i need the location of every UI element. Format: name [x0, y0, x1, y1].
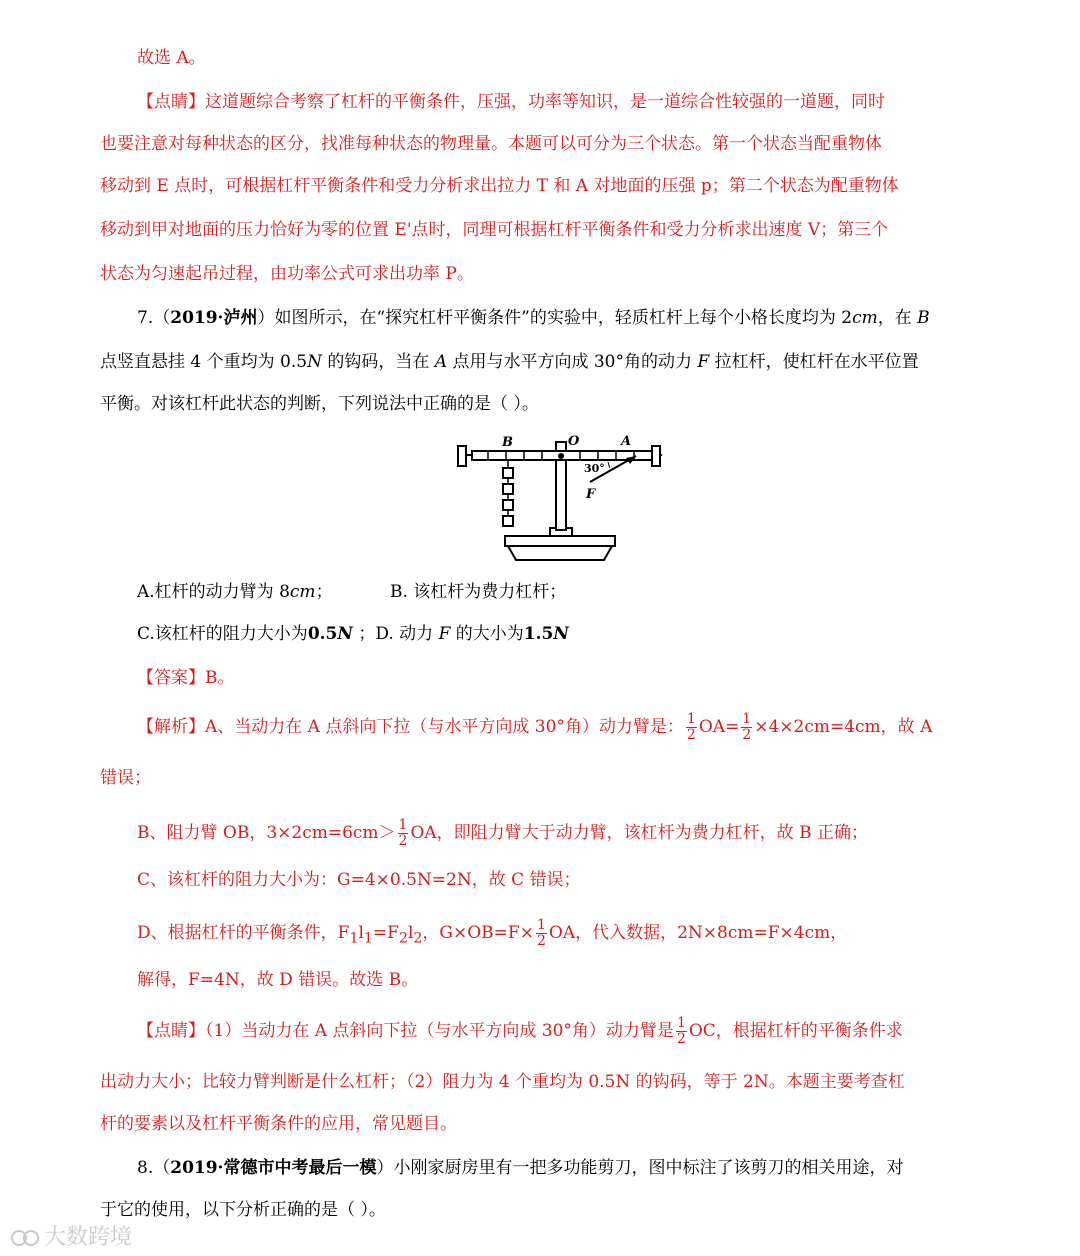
dianjing-1-line-1: 【点睛】这道题综合考察了杠杆的平衡条件，压强，功率等知识，是一道综合性较强的一道题，同时 — [137, 92, 885, 112]
dianjing-2-line-1: 【点睛】（1）当动力在 A 点斜向下拉（与水平方向成 30°角）动力臂是 $\frac{1}{2}$ OC，根据杠杆的平衡条件求 — [137, 1015, 903, 1047]
answer-tag: 【答案】 — [137, 668, 205, 688]
analysis-a-line: 【解析】A、当动力在 A 点斜向下拉（与水平方向成 30°角）动力臂是： $\frac{1}{2}$ OA= $\frac{1}{2}$ ×4×2cm=4cm，故 A — [137, 711, 933, 743]
dianjing-2-line-3: 杆的要素以及杠杆平衡条件的应用，常见题目。 — [100, 1114, 457, 1134]
label-o: O — [568, 434, 580, 449]
right-balance-nut — [652, 446, 660, 466]
question-8-line-2: 于它的使用，以下分析正确的是（ ）。 — [100, 1200, 386, 1220]
question-7-line-2: 点竖直悬挂 4 个重均为 0.5N 的钩码，当在 A 点用与水平方向成 30°角的动力 F 拉杠杆，使杠杆在水平位置 — [100, 352, 919, 372]
analysis-e-line: 解得，F=4N，故 D 错误。故选 B。 — [137, 970, 419, 990]
dianjing-1-line-3: 移动到 E 点时，可根据杠杆平衡条件和受力分析求出拉力 T 和 A 对地面的压强 p；第二个状态为配重物体 — [100, 176, 899, 196]
stand-foot — [508, 546, 612, 560]
left-balance-nut — [458, 446, 466, 466]
dianjing-tag: 【点睛】 — [137, 92, 205, 112]
dianjing-2-line-2: 出动力大小；比较力臂判断是什么杠杆；（2）阻力为 4 个重均为 0.5N 的钩码，等于 2N。本题主要考查杠 — [100, 1072, 905, 1092]
fraction-half: $\frac{1}{2}$ — [676, 1015, 686, 1047]
label-b: B — [502, 435, 513, 450]
watermark-logo-icon — [10, 1227, 40, 1249]
option-a: A.杠杆的动力臂为 8cm； — [137, 582, 333, 602]
pivot-point — [558, 453, 564, 459]
answer-line: 【答案】B。 — [137, 668, 235, 688]
dianjing-1-line-4: 移动到甲对地面的压力恰好为零的位置 E'点时，同理可根据杠杆平衡条件和受力分析求出速度 V；第三个 — [100, 220, 889, 240]
question-source: 2019·泸州 — [170, 308, 258, 328]
label-a: A — [621, 434, 632, 449]
hook-weights — [503, 460, 513, 526]
dianjing-tag: 【点睛】 — [137, 1021, 205, 1041]
analysis-c-line: C、该杠杆的阻力大小为：G=4×0.5N=2N，故 C 错误； — [137, 870, 581, 890]
fraction-half: $\frac{1}{2}$ — [398, 817, 408, 849]
label-angle: 30° — [584, 462, 605, 475]
prev-answer-line: 故选 A。 — [137, 48, 206, 68]
analysis-tag: 【解析】 — [137, 717, 205, 737]
analysis-a-line-2: 错误； — [100, 768, 151, 788]
question-8-line-1: 8.（2019·常德市中考最后一模）小刚家厨房里有一把多功能剪刀，图中标注了该剪刀的相关用途，对 — [137, 1158, 904, 1178]
stand-base — [505, 536, 615, 546]
label-f: F — [586, 487, 596, 502]
question-7-line-3: 平衡。对该杠杆此状态的判断，下列说法中正确的是（ ）。 — [100, 394, 539, 414]
fraction-half: $\frac{1}{2}$ — [742, 711, 752, 743]
analysis-b-line: B、阻力臂 OB，3×2cm=6cm＞ $\frac{1}{2}$ OA，即阻力臂大于动力臂，该杠杆为费力杠杆，故 B 正确； — [137, 817, 868, 849]
option-b: B. 该杠杆为费力杠杆； — [390, 582, 567, 602]
dianjing-1-line-2: 也要注意对每种状态的区分，找准每种状态的物理量。本题可以可分为三个状态。第一个状态当配重物体 — [100, 134, 882, 154]
question-7-line-1: 7.（2019·泸州）如图所示，在“探究杠杆平衡条件”的实验中，轻质杠杆上每个小格长度均为 2cm，在 B — [137, 308, 930, 328]
angle-arc — [608, 462, 610, 468]
fraction-half: $\frac{1}{2}$ — [686, 711, 696, 743]
option-c-d: C.该杠杆的阻力大小为0.5N ；D. 动力 F 的大小为1.5N — [137, 624, 569, 644]
watermark: 大数跨境 — [10, 1220, 132, 1251]
fraction-half: $\frac{1}{2}$ — [536, 917, 546, 949]
question-source: 2019·常德市中考最后一模 — [170, 1158, 377, 1178]
dianjing-1-line-5: 状态为匀速起吊过程，由功率公式可求出功率 P。 — [100, 264, 474, 284]
analysis-d-line: D、根据杠杆的平衡条件，$F_1l_1=F_2l_2$，G×OB=F× $\frac{1}{2}$ OA，代入数据，2N×8cm=F×4cm， — [137, 917, 848, 949]
lever-diagram — [450, 432, 670, 564]
